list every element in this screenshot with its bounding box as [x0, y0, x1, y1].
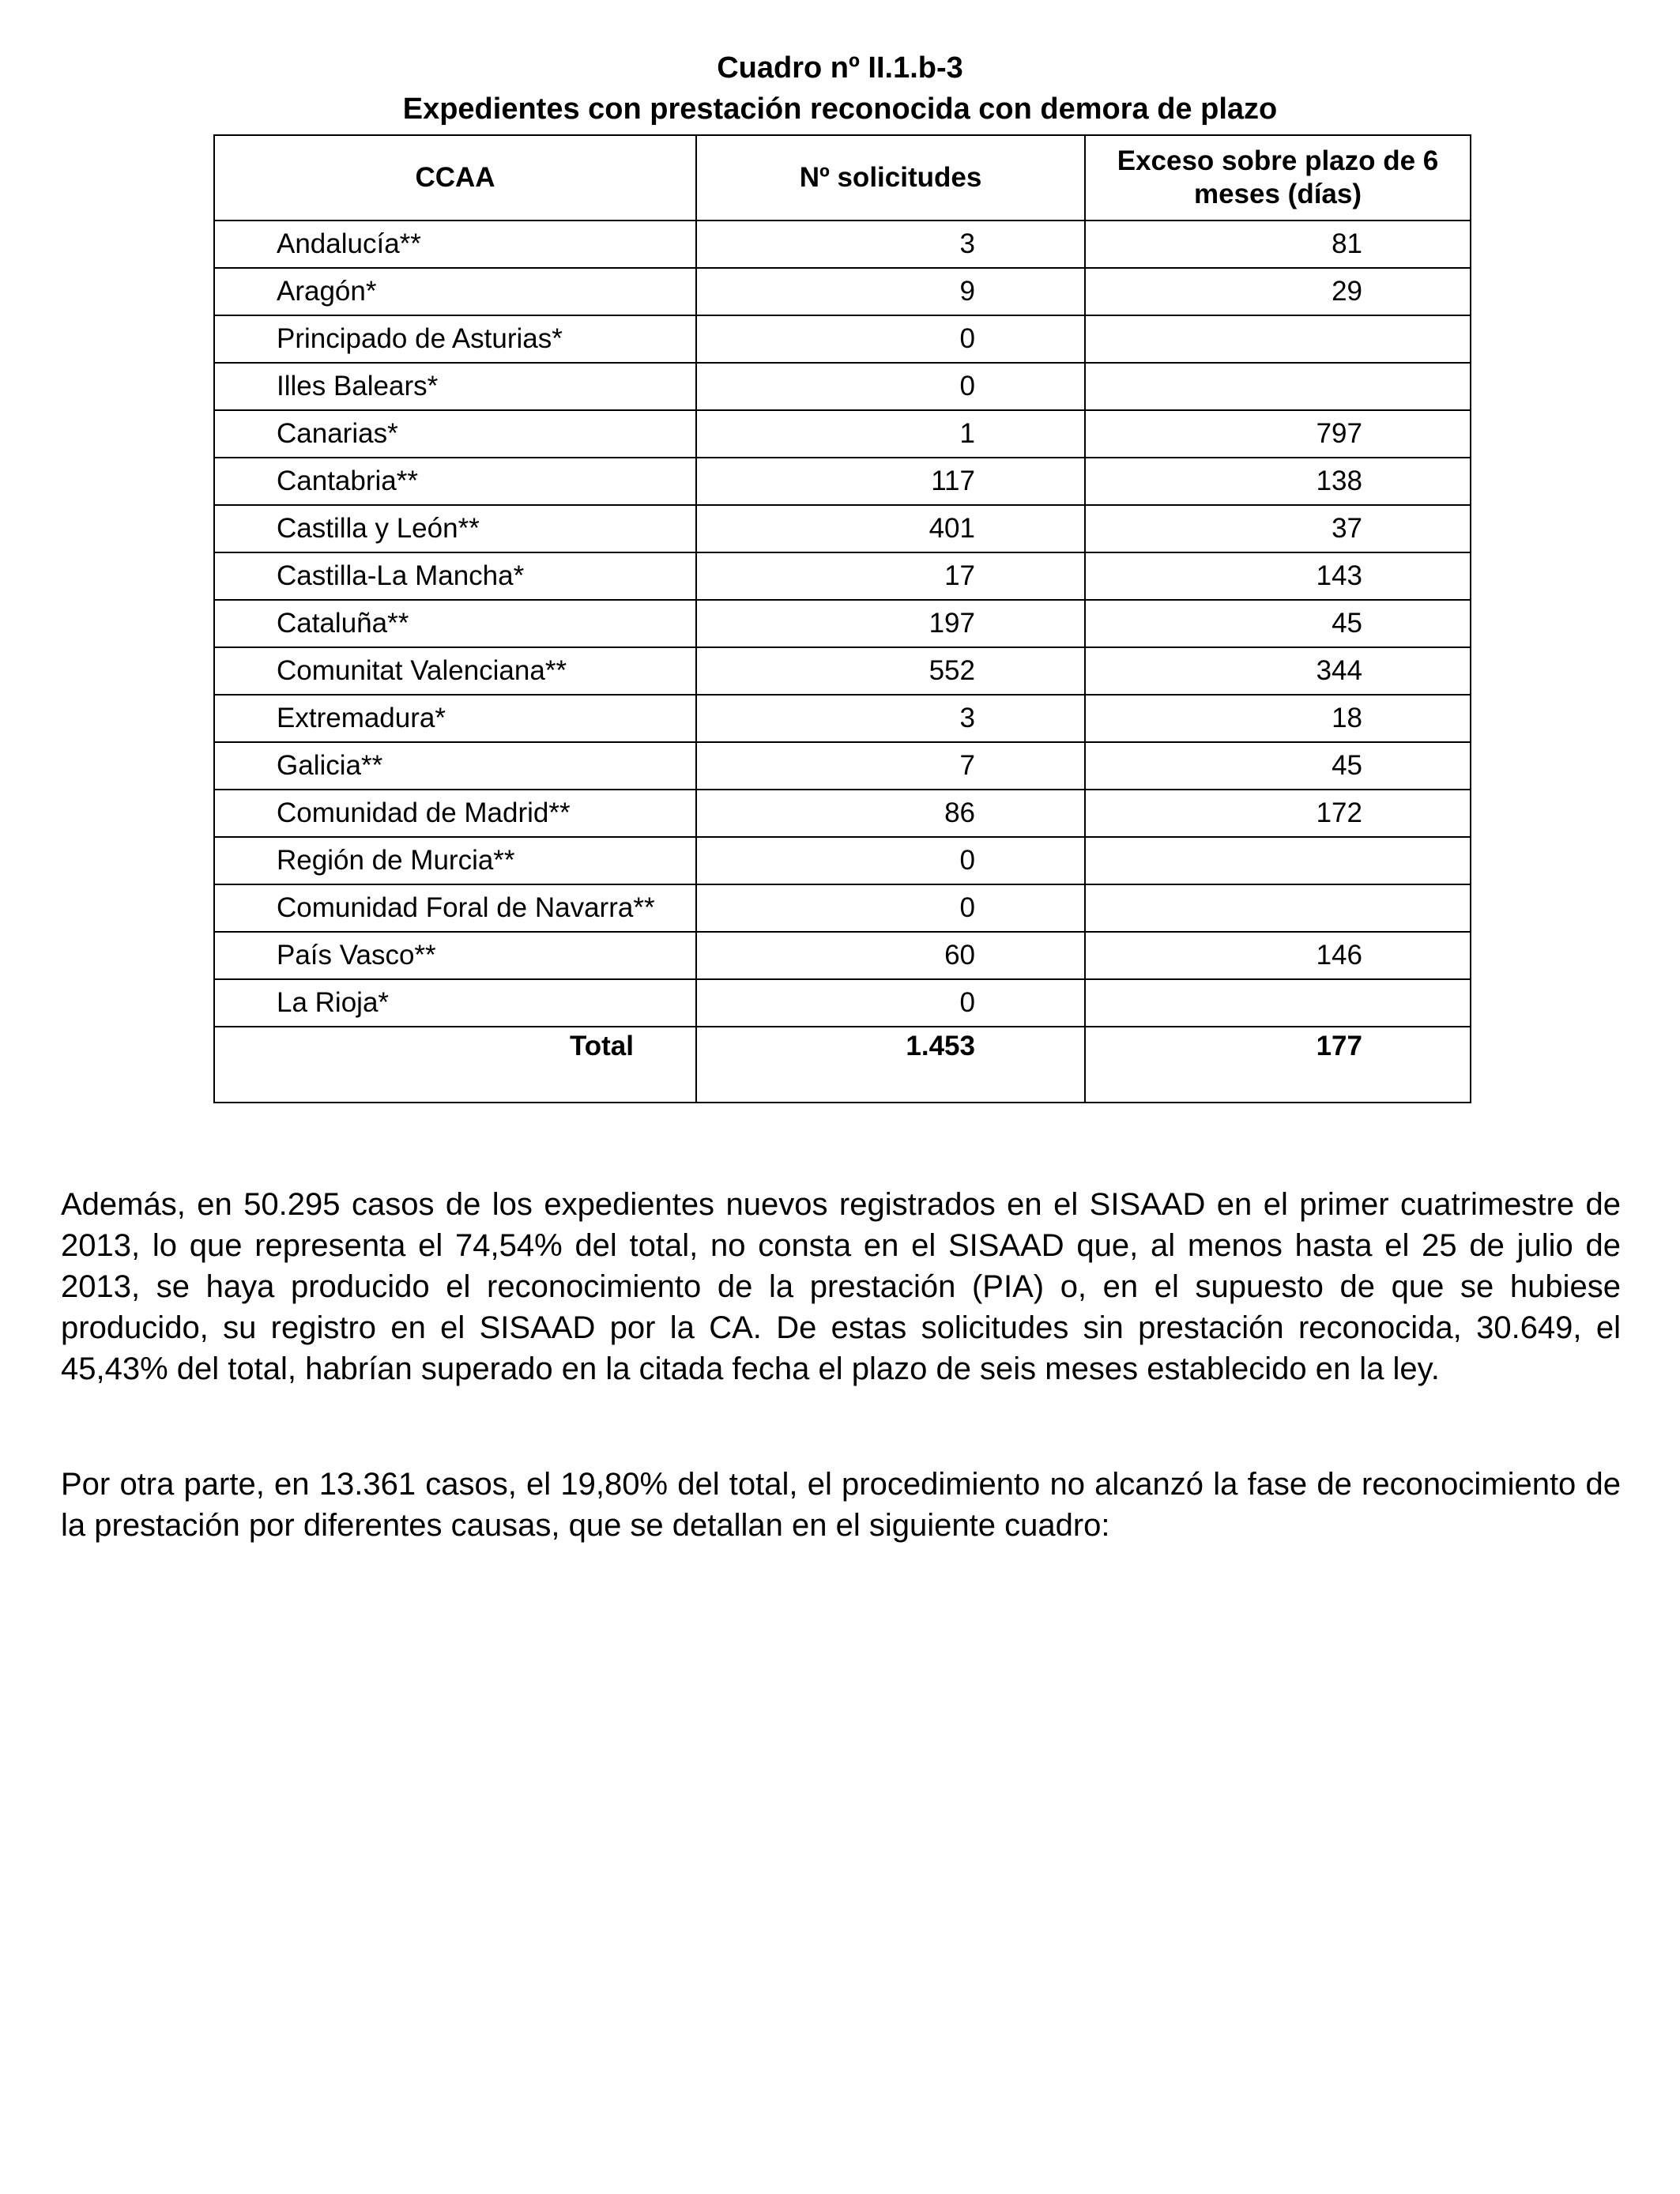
cell-solicitudes: 197 [696, 600, 1085, 647]
cell-solicitudes: 0 [696, 363, 1085, 410]
cell-ccaa: Castilla y León** [214, 505, 696, 552]
cell-ccaa: Principado de Asturias* [214, 315, 696, 363]
cell-exceso: 797 [1085, 410, 1471, 458]
cell-ccaa: Castilla-La Mancha* [214, 552, 696, 600]
body-paragraph: Por otra parte, en 13.361 casos, el 19,80% del total, el procedimiento no alcanzó la fase de reconocimiento de la prestación por diferentes causas, que se detallan en el siguiente cuadro: [61, 1467, 1621, 1543]
table-row [214, 742, 1471, 790]
cell-solicitudes: 401 [696, 505, 1085, 552]
cell-ccaa: Extremadura* [214, 695, 696, 742]
table-row [214, 505, 1471, 552]
cell-exceso: 344 [1085, 647, 1471, 695]
table-row [214, 268, 1471, 315]
cell-exceso: 45 [1085, 600, 1471, 647]
cell-exceso [1085, 837, 1471, 884]
cell-exceso: 29 [1085, 268, 1471, 315]
cell-solicitudes: 7 [696, 742, 1085, 790]
total-exceso: 177 [1085, 1027, 1471, 1103]
cell-ccaa: Cataluña** [214, 600, 696, 647]
cell-solicitudes: 0 [696, 837, 1085, 884]
table-caption-title: Expedientes con prestación reconocida con demora de plazo [402, 92, 1278, 126]
cell-exceso: 18 [1085, 695, 1471, 742]
cell-solicitudes: 0 [696, 315, 1085, 363]
cell-exceso [1085, 979, 1471, 1027]
cell-solicitudes: 86 [696, 790, 1085, 837]
header-solicitudes: Nº solicitudes [696, 135, 1085, 221]
cell-ccaa: Cantabria** [214, 458, 696, 505]
cell-solicitudes: 9 [696, 268, 1085, 315]
table-row [214, 552, 1471, 600]
total-solicitudes: 1.453 [696, 1027, 1085, 1103]
table-row [214, 221, 1471, 268]
cell-solicitudes: 17 [696, 552, 1085, 600]
cell-solicitudes: 1 [696, 410, 1085, 458]
table-row [214, 837, 1471, 884]
cell-exceso: 138 [1085, 458, 1471, 505]
table-row [214, 647, 1471, 695]
table-row [214, 458, 1471, 505]
table-row [214, 410, 1471, 458]
cell-ccaa: Galicia** [214, 742, 696, 790]
cell-exceso: 81 [1085, 221, 1471, 268]
table-row [214, 932, 1471, 979]
cell-solicitudes: 0 [696, 979, 1085, 1027]
cell-exceso [1085, 363, 1471, 410]
table-row [214, 979, 1471, 1027]
cell-exceso [1085, 884, 1471, 932]
table-row [214, 600, 1471, 647]
cell-exceso [1085, 315, 1471, 363]
table-row [214, 363, 1471, 410]
total-label: Total [214, 1027, 696, 1103]
cell-solicitudes: 3 [696, 695, 1085, 742]
cell-ccaa: La Rioja* [214, 979, 696, 1027]
body-paragraph: Además, en 50.295 casos de los expedientes nuevos registrados en el SISAAD en el primer cuatrimestre de 2013, lo que representa el 74,54% del total, no consta en el SISAAD que, al menos hasta el 25 de julio de 2013, se haya producido el reconocimiento de la prestación (PIA) o, en el supuesto de que se hubiese producido, su registro en el SISAAD por la CA. De estas solicitudes sin prestación reconocida, 30.649, el 45,43% del total, habrían superado en la citada fecha el plazo de seis meses establecido en la ley. [61, 1187, 1621, 1386]
header-exceso: Exceso sobre plazo de 6 meses (días) [1085, 135, 1471, 221]
cell-ccaa: Región de Murcia** [214, 837, 696, 884]
cell-solicitudes: 0 [696, 884, 1085, 932]
cell-exceso: 45 [1085, 742, 1471, 790]
cell-solicitudes: 3 [696, 221, 1085, 268]
cell-exceso: 172 [1085, 790, 1471, 837]
table-row [214, 695, 1471, 742]
header-ccaa: CCAA [214, 135, 696, 221]
data-table [213, 134, 1471, 1103]
cell-exceso: 143 [1085, 552, 1471, 600]
cell-ccaa: Illes Balears* [214, 363, 696, 410]
cell-ccaa: Canarias* [214, 410, 696, 458]
cell-ccaa: Comunidad de Madrid** [214, 790, 696, 837]
table-header-row [214, 135, 1471, 221]
table-row [214, 790, 1471, 837]
cell-ccaa: Aragón* [214, 268, 696, 315]
cell-ccaa: Comunitat Valenciana** [214, 647, 696, 695]
table-total-row [214, 1027, 1471, 1103]
table-row [214, 315, 1471, 363]
cell-exceso: 37 [1085, 505, 1471, 552]
cell-solicitudes: 60 [696, 932, 1085, 979]
cell-ccaa: País Vasco** [214, 932, 696, 979]
cell-ccaa: Comunidad Foral de Navarra** [214, 884, 696, 932]
table-row [214, 884, 1471, 932]
cell-exceso: 146 [1085, 932, 1471, 979]
cell-solicitudes: 117 [696, 458, 1085, 505]
cell-ccaa: Andalucía** [214, 221, 696, 268]
cell-solicitudes: 552 [696, 647, 1085, 695]
table-caption-number: Cuadro nº II.1.b-3 [717, 51, 963, 85]
